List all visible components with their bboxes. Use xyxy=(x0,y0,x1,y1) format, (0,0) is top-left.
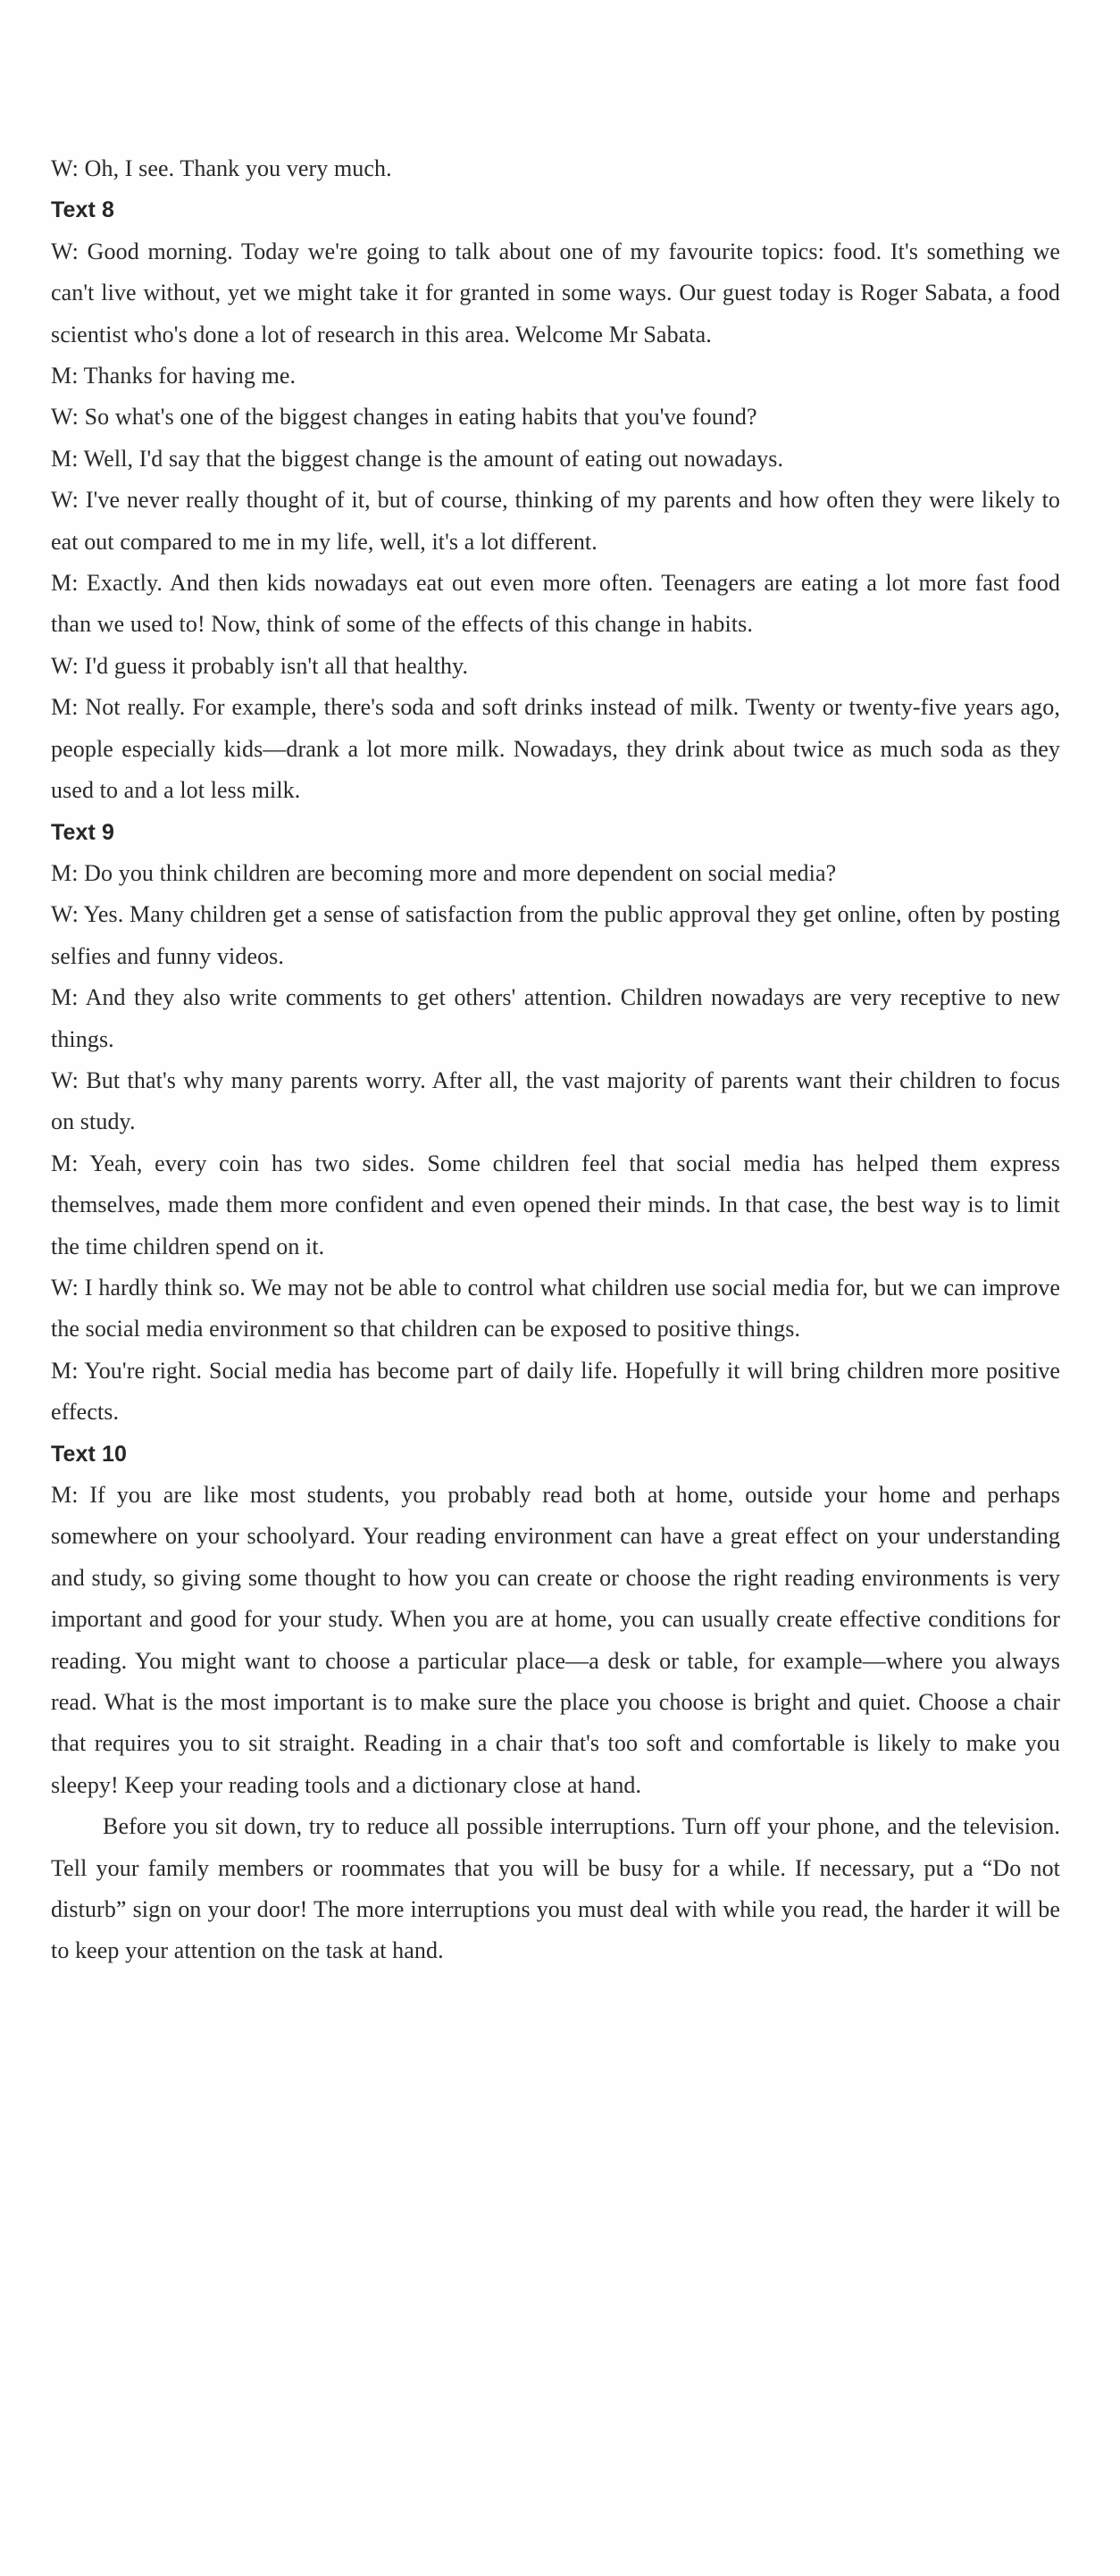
section-text-8 xyxy=(51,189,1060,811)
section-heading: Text 9 xyxy=(51,819,114,845)
dialogue-line: W: Yes. Many children get a sense of satisfaction from the public approval they get online, often by posting selfies and funny videos. xyxy=(51,901,1060,969)
section-heading: Text 10 xyxy=(51,1441,128,1467)
dialogue-line: W: Good morning. Today we're going to talk about one of my favourite topics: food. It's something we can't live without, yet we might take it for granted in some ways. Our guest today is Roger Sabata, a food scientist who's done a lot of research in this area. Welcome Mr Sabata. xyxy=(51,238,1060,347)
dialogue-line: M: Not really. For example, there's soda and soft drinks instead of milk. Twenty or twenty-five years ago, people especially kids—drank a lot more milk. Nowadays, they drink about twice as much soda as they used to and a lot less milk. xyxy=(51,694,1060,804)
dialogue-line: M: Exactly. And then kids nowadays eat out even more often. Teenagers are eating a lot more fast food than we used to! Now, think of some of the effects of this change in habits. xyxy=(51,570,1060,638)
dialogue-line: M: Thanks for having me. xyxy=(51,363,297,389)
section-text-10 xyxy=(51,1434,1060,1972)
dialogue-line: M: Do you think children are becoming more and more dependent on social media? xyxy=(51,859,837,886)
dialogue-line: M: Yeah, every coin has two sides. Some children feel that social media has helped them express themselves, made them more confident and even opened their minds. In that case, the best way is to limit the time children spend on it. xyxy=(51,1150,1060,1259)
dialogue-line: W: So what's one of the biggest changes in eating habits that you've found? xyxy=(51,404,757,431)
monologue-paragraph: Before you sit down, try to reduce all possible interruptions. Turn off your phone, and the television. Tell your family members or roommates that you will be busy for a while. If necessary, put a “Do not disturb” sign on your door! The more interruptions you must deal with while you read, the harder it will be to keep your attention on the task at hand. xyxy=(51,1813,1060,1964)
monologue-paragraph: M: If you are like most students, you probably read both at home, outside your home and perhaps somewhere on your schoolyard. Your reading environment can have a great effect on your understanding and study, so giving some thought to how you can create or choose the right reading environments is very important and good for your study. When you are at home, you can usually create effective conditions for reading. You might want to choose a particular place—a desk or table, for example—where you always read. What is the most important is to make sure the place you choose is bright and quiet. Choose a chair that requires you to sit straight. Reading in a chair that's too soft and comfortable is likely to make you sleepy! Keep your reading tools and a dictionary close at hand. xyxy=(51,1482,1060,1798)
transcript-body xyxy=(51,148,1060,1972)
section-heading: Text 8 xyxy=(51,197,114,223)
intro-line: W: Oh, I see. Thank you very much. xyxy=(51,155,392,181)
dialogue-line: W: I hardly think so. We may not be able to control what children use social media for, but we can improve the social media environment so that children can be exposed to positive things. xyxy=(51,1274,1060,1342)
dialogue-line: W: I've never really thought of it, but of course, thinking of my parents and how often they were likely to eat out compared to me in my life, well, it's a lot different. xyxy=(51,487,1060,555)
dialogue-line: M: And they also write comments to get others' attention. Children nowadays are very receptive to new things. xyxy=(51,984,1060,1052)
dialogue-line: W: But that's why many parents worry. After all, the vast majority of parents want their children to focus on study. xyxy=(51,1066,1060,1135)
dialogue-line: W: I'd guess it probably isn't all that healthy. xyxy=(51,652,469,679)
dialogue-line: M: Well, I'd say that the biggest change is the amount of eating out nowadays. xyxy=(51,445,784,472)
dialogue-line: M: You're right. Social media has become part of daily life. Hopefully it will bring children more positive effects. xyxy=(51,1357,1060,1426)
section-text-9 xyxy=(51,812,1060,1434)
